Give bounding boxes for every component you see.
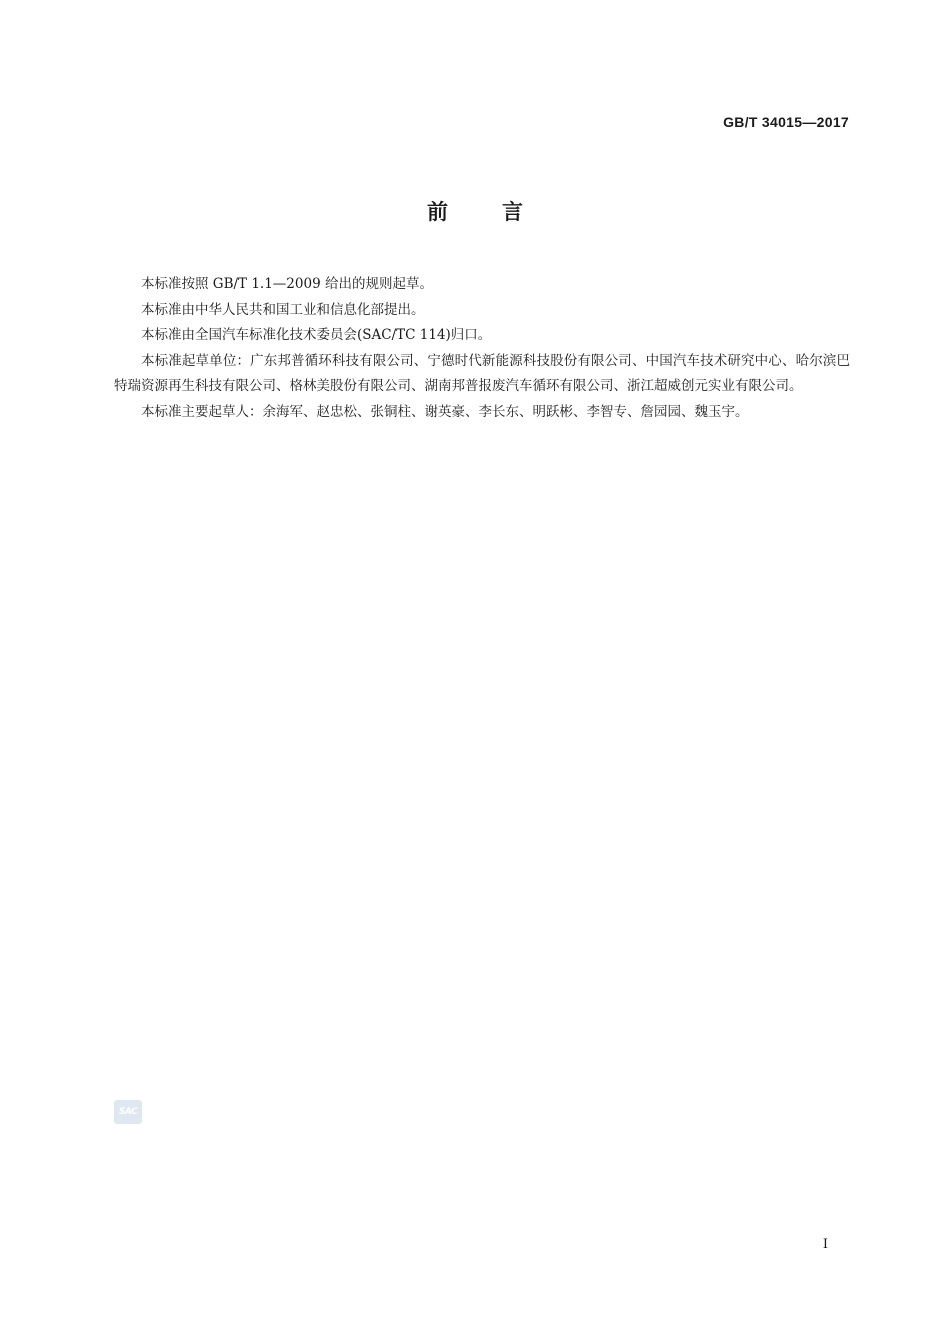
foreword-body bbox=[114, 272, 850, 425]
page-number: I bbox=[822, 1237, 828, 1252]
paragraph-drafting-rules: 本标准按照 GB/T 1.1—2009 给出的规则起草。 bbox=[141, 276, 433, 292]
paragraph-drafting-units: 本标准起草单位：广东邦普循环科技有限公司、宁德时代新能源科技股份有限公司、中国汽车技术研究中心、哈尔滨巴特瑞资源再生科技有限公司、格林美股份有限公司、湖南邦普报废汽车循环有限公司、浙江超威创元实业有限公司。 bbox=[114, 352, 850, 394]
page-title: 前言 bbox=[427, 200, 577, 224]
paragraph-proposer: 本标准由中华人民共和国工业和信息化部提出。 bbox=[141, 301, 425, 318]
sac-watermark-logo: SAC bbox=[114, 1100, 142, 1124]
paragraph-centralized: 本标准由全国汽车标准化技术委员会(SAC/TC 114)归口。 bbox=[141, 327, 492, 343]
paragraph-drafters: 本标准主要起草人：余海军、赵忠松、张铜柱、谢英豪、李长东、明跃彬、李智专、詹园园、魏玉宇。 bbox=[141, 403, 749, 420]
standard-code: GB/T 34015—2017 bbox=[723, 114, 849, 130]
